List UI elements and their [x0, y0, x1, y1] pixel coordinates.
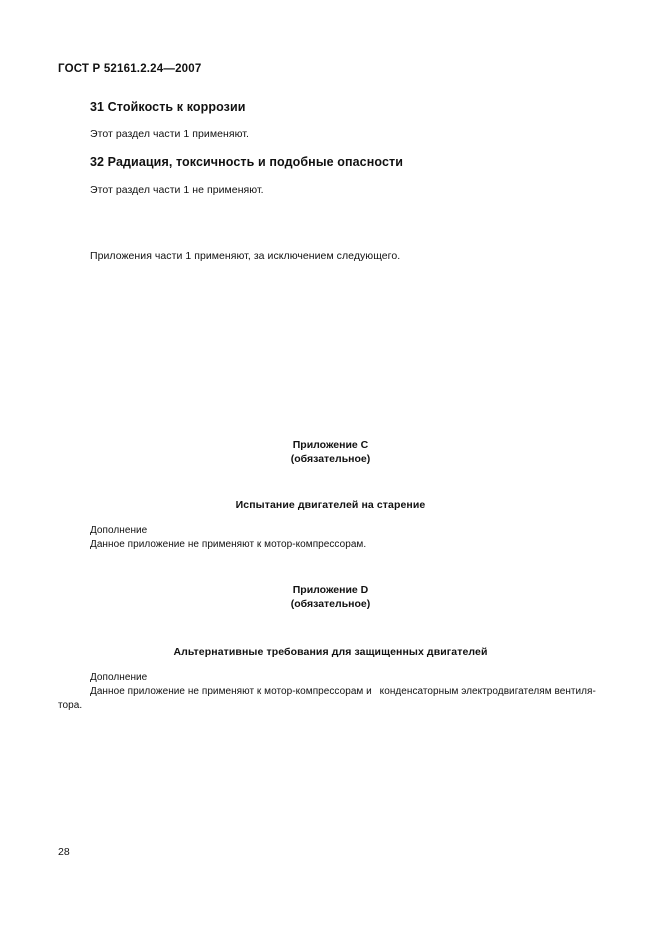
annex-c-title [0, 439, 661, 466]
annex-c-amendment-text: Данное приложение не применяют к мотор-компрессорам. [90, 539, 367, 550]
annex-d-title [0, 584, 661, 611]
clause-heading-31: 31 Стойкость к коррозии [90, 100, 246, 114]
annex-c-designator: Приложение C [292, 439, 369, 451]
annex-d-amendment-text-line-2: тора. [58, 700, 83, 711]
clause-body-32: Этот раздел части 1 не применяют. [90, 184, 264, 196]
annex-d-designator: Приложение D [292, 584, 369, 596]
annex-d-amendment-label: Дополнение [90, 672, 148, 683]
annex-d-amendment-text-line-1 [90, 685, 596, 699]
annex-d-amendment-text-segment-2: конденсаторным электродвигателям вентиля- [379, 686, 596, 697]
annex-c-subject: Испытание двигателей на старение [235, 499, 426, 511]
running-header: ГОСТ Р 52161.2.24—2007 [58, 63, 202, 75]
annex-c-status: (обязательное) [290, 452, 371, 465]
annex-c-body [58, 524, 366, 552]
annex-d-body [58, 671, 596, 713]
annexes-intro-paragraph: Приложения части 1 применяют, за исключением следующего. [90, 250, 401, 262]
annex-d-subject: Альтернативные требования для защищенных двигателей [173, 646, 488, 658]
page-number: 28 [58, 846, 70, 858]
clause-heading-32: 32 Радиация, токсичность и подобные опасности [90, 155, 403, 169]
annex-c-amendment-label: Дополнение [90, 525, 148, 536]
clause-body-31: Этот раздел части 1 применяют. [90, 128, 249, 140]
annex-d-status: (обязательное) [290, 597, 371, 610]
annex-d-amendment-text-segment-1: Данное приложение не применяют к мотор-компрессорам и [90, 686, 372, 697]
